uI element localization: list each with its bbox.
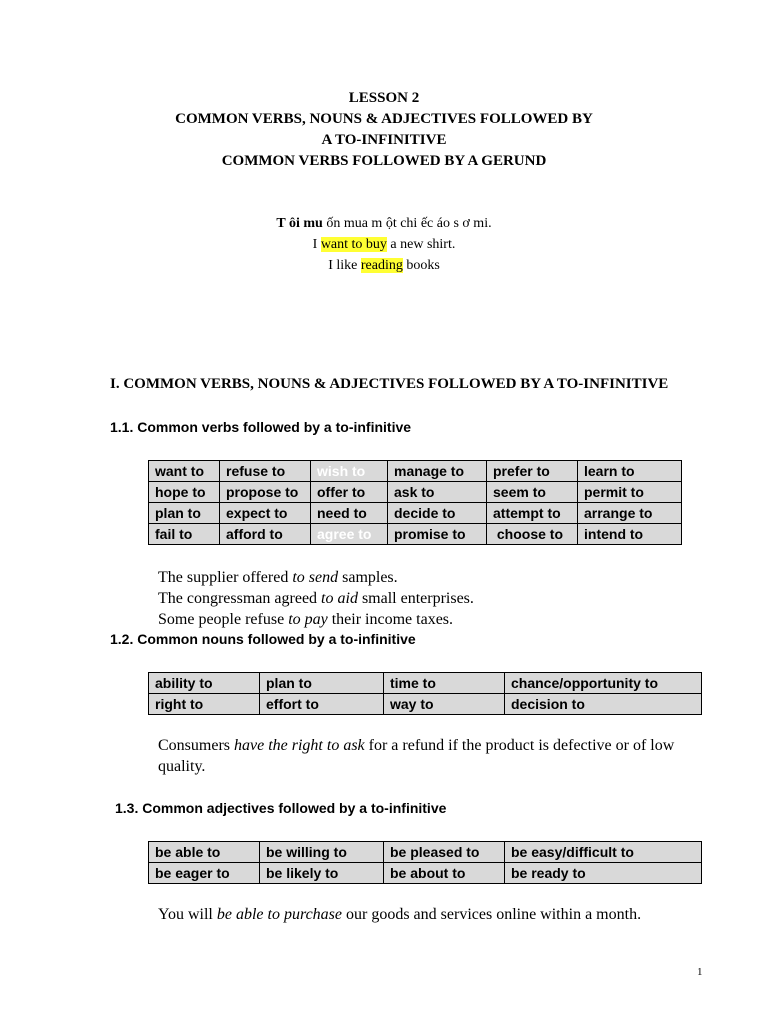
table-cell: decide to <box>388 503 487 524</box>
table-row <box>149 461 682 482</box>
table-cell: effort to <box>260 694 384 715</box>
example-2-after: books <box>402 258 440 273</box>
vietnamese-rest: ốn mua m ột chi ếc áo s ơ mi. <box>326 216 492 231</box>
table-cell: be pleased to <box>384 842 505 863</box>
verbs-table <box>148 460 682 545</box>
vietnamese-bold: T ôi mu <box>276 216 323 231</box>
verbs-subheading: 1.1. Common verbs followed by a to-infinitive <box>110 419 412 435</box>
table-cell: learn to <box>578 461 682 482</box>
table-cell: chance/opportunity to <box>505 673 702 694</box>
noun-example-line-1 <box>158 735 718 756</box>
lesson-label: LESSON 2 <box>348 90 420 106</box>
example-italic: be able to purchase <box>216 906 342 923</box>
adjectives-subheading: 1.3. Common adjectives followed by a to-infinitive <box>115 800 447 816</box>
table-cell: offer to <box>311 482 388 503</box>
example-text: Consumers <box>158 737 234 754</box>
example-italic: to send <box>292 569 339 586</box>
table-cell: be able to <box>149 842 260 863</box>
verb-example-1 <box>158 567 474 588</box>
example-2-before: I like <box>328 258 361 273</box>
table-cell: seem to <box>487 482 578 503</box>
example-1-after: a new shirt. <box>386 237 456 252</box>
table-cell: want to <box>149 461 220 482</box>
table-row <box>149 673 702 694</box>
example-text: for a refund if the product is defective or of low <box>364 737 675 754</box>
example-text: small enterprises. <box>357 590 474 607</box>
example-italic: to pay <box>288 611 328 628</box>
table-cell: expect to <box>220 503 311 524</box>
table-cell: right to <box>149 694 260 715</box>
verb-example-3 <box>158 609 474 630</box>
intro-examples <box>0 213 768 276</box>
table-cell: arrange to <box>578 503 682 524</box>
page-number: 1 <box>697 966 703 978</box>
title-line-1: COMMON VERBS, NOUNS & ADJECTIVES FOLLOWED BY <box>175 111 593 127</box>
table-cell: prefer to <box>487 461 578 482</box>
table-cell: be about to <box>384 863 505 884</box>
table-cell: manage to <box>388 461 487 482</box>
table-row <box>149 503 682 524</box>
table-cell: be ready to <box>505 863 702 884</box>
title-line-3: COMMON VERBS FOLLOWED BY A GERUND <box>221 153 547 169</box>
adjectives-table <box>148 841 702 884</box>
example-sentence-1 <box>0 234 768 255</box>
table-cell: hope to <box>149 482 220 503</box>
table-cell: be likely to <box>260 863 384 884</box>
example-1-before: I <box>312 237 321 252</box>
example-sentence-2 <box>0 255 768 276</box>
table-cell: intend to <box>578 524 682 545</box>
table-cell: ability to <box>149 673 260 694</box>
table-row <box>149 482 682 503</box>
table-row <box>149 842 702 863</box>
table-cell: permit to <box>578 482 682 503</box>
table-row <box>149 694 702 715</box>
table-cell: decision to <box>505 694 702 715</box>
nouns-example <box>158 735 718 777</box>
table-row <box>149 863 702 884</box>
table-cell-red: wish to <box>311 461 388 482</box>
table-row <box>149 524 682 545</box>
highlight-want-to-buy: want to buy <box>320 237 387 252</box>
verbs-examples <box>158 567 474 630</box>
example-italic: have the right to ask <box>234 737 365 754</box>
verb-example-2 <box>158 588 474 609</box>
example-text: our goods and services online within a month. <box>342 906 642 923</box>
table-cell: attempt to <box>487 503 578 524</box>
section-1-heading: I. COMMON VERBS, NOUNS & ADJECTIVES FOLLOWED BY A TO-INFINITIVE <box>110 376 669 392</box>
table-cell: time to <box>384 673 505 694</box>
adjectives-example <box>158 904 641 925</box>
highlight-reading: reading <box>360 258 403 273</box>
table-cell: way to <box>384 694 505 715</box>
example-text: You will <box>158 906 217 923</box>
nouns-subheading: 1.2. Common nouns followed by a to-infinitive <box>110 631 416 647</box>
table-cell: plan to <box>149 503 220 524</box>
table-cell: refuse to <box>220 461 311 482</box>
table-cell: be willing to <box>260 842 384 863</box>
nouns-table <box>148 672 702 715</box>
vietnamese-sentence <box>0 213 768 234</box>
table-cell: choose to <box>487 524 578 545</box>
table-cell: be eager to <box>149 863 260 884</box>
table-cell-red: agree to <box>311 524 388 545</box>
table-cell: fail to <box>149 524 220 545</box>
title-block <box>0 88 768 172</box>
table-cell-blue: afford to <box>220 524 311 545</box>
example-text: their income taxes. <box>327 611 454 628</box>
table-cell: plan to <box>260 673 384 694</box>
example-text: Some people refuse <box>158 611 289 628</box>
table-cell: be easy/difficult to <box>505 842 702 863</box>
table-cell: need to <box>311 503 388 524</box>
title-line-2: A TO-INFINITIVE <box>321 132 447 148</box>
table-cell: ask to <box>388 482 487 503</box>
example-text: samples. <box>338 569 398 586</box>
table-cell: propose to <box>220 482 311 503</box>
example-text: The congressman agreed <box>158 590 322 607</box>
noun-example-line-2: quality. <box>158 758 206 775</box>
table-cell: promise to <box>388 524 487 545</box>
example-text: The supplier offered <box>158 569 293 586</box>
example-italic: to aid <box>321 590 358 607</box>
